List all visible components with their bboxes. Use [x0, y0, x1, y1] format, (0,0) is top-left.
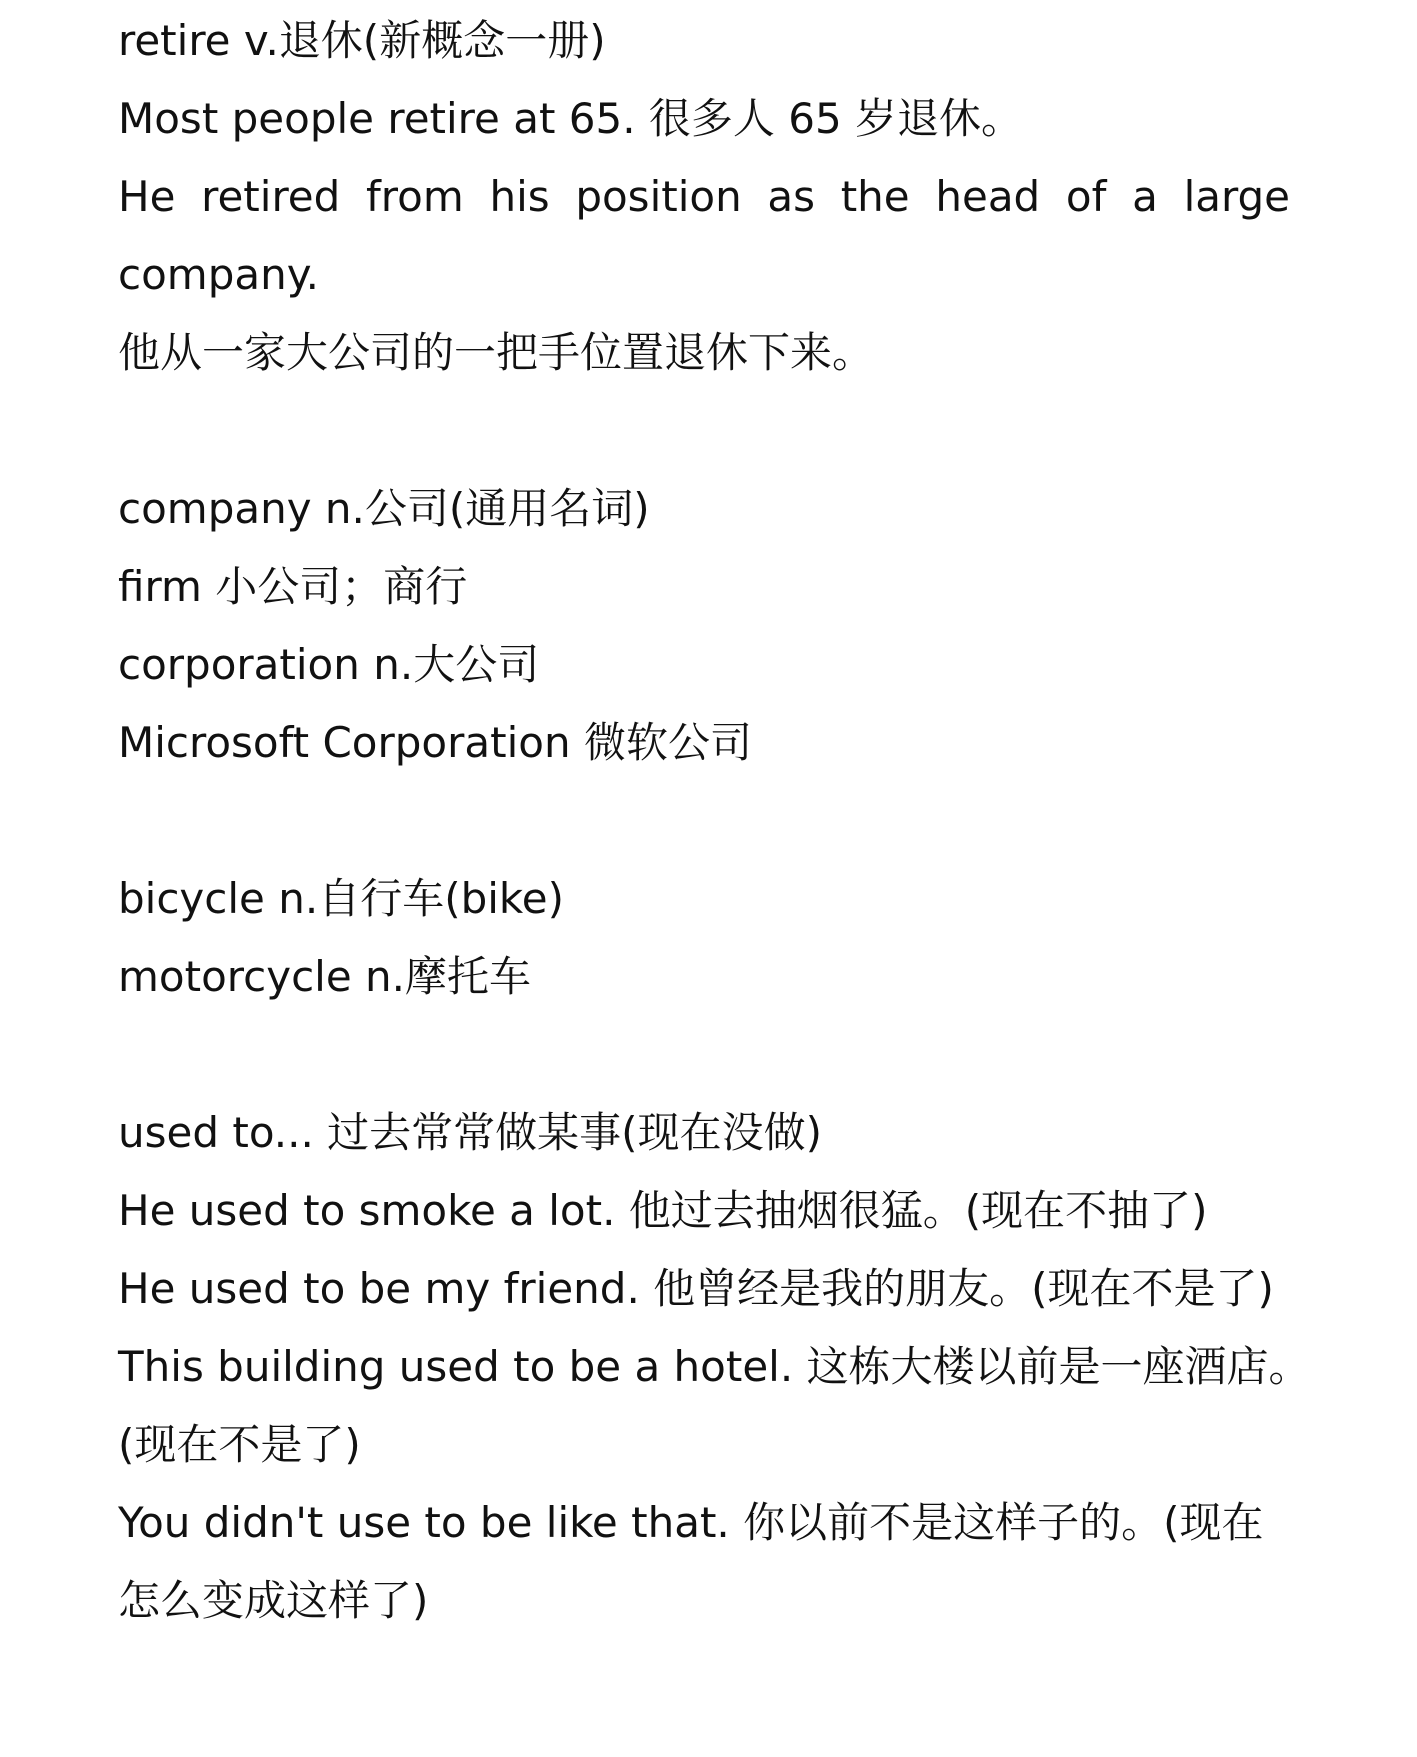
- example-used-to-1: He used to smoke a lot. 他过去抽烟很猛。(现在不抽了): [118, 1186, 1208, 1235]
- word: his: [489, 172, 550, 221]
- word: head: [935, 172, 1041, 221]
- word: as: [767, 172, 816, 221]
- translation-retire-2: 他从一家大公司的一把手位置退休下来。: [118, 328, 875, 377]
- word: a: [1132, 172, 1158, 221]
- example-used-to-2: He used to be my friend. 他曾经是我的朋友。(现在不是了): [118, 1264, 1274, 1313]
- vocab-retire: retire v.退休(新概念一册): [118, 16, 606, 65]
- vocab-firm: firm 小公司；商行: [118, 562, 468, 611]
- example-used-to-3: This building used to be a hotel. 这栋大楼以前是一座酒店。: [118, 1342, 1311, 1391]
- example-retire-2-line1: [118, 158, 1290, 236]
- word: from: [366, 172, 464, 221]
- word: retired: [201, 172, 341, 221]
- word: of: [1065, 172, 1107, 221]
- vocab-motorcycle: motorcycle n.摩托车: [118, 952, 531, 1001]
- example-used-to-3-note: (现在不是了): [118, 1420, 361, 1469]
- vocab-bicycle: bicycle n.自行车(bike): [118, 874, 564, 923]
- example-used-to-4: You didn't use to be like that. 你以前不是这样子的。(现在: [118, 1498, 1264, 1547]
- vocab-company: company n.公司(通用名词): [118, 484, 650, 533]
- word: large: [1183, 172, 1290, 221]
- example-used-to-4-cont: 怎么变成这样了): [118, 1576, 429, 1625]
- example-corporation: Microsoft Corporation 微软公司: [118, 718, 752, 767]
- example-retire-1: Most people retire at 65. 很多人 65 岁退休。: [118, 94, 1024, 143]
- example-retire-2-line2: company.: [118, 250, 319, 299]
- vocab-used-to: used to... 过去常常做某事(现在没做): [118, 1108, 822, 1157]
- word: the: [840, 172, 910, 221]
- word: position: [575, 172, 742, 221]
- vocab-corporation: corporation n.大公司: [118, 640, 540, 689]
- word: He: [118, 172, 176, 221]
